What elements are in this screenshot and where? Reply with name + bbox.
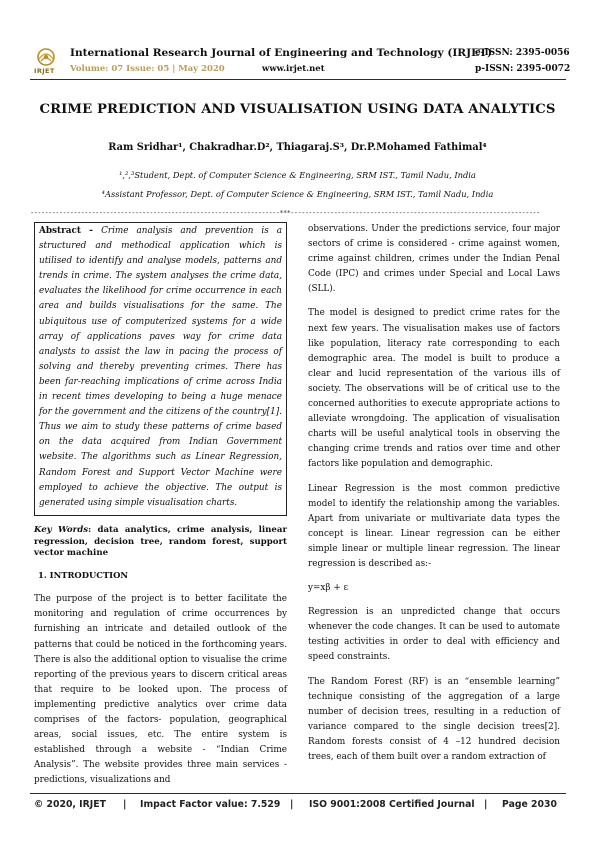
abstract-label: Abstract - bbox=[39, 226, 102, 236]
paragraph-linear-regression: Linear Regression is the most common predictive model to identify the relationship among the variables. Apart from univariate or multivariate data types the concept is linear. Linear regression can be either simple linear or multiple linear regression. The linear regression is described as:- bbox=[308, 483, 560, 569]
affiliation-students: ¹,²,³Student, Dept. of Computer Science & Engineering, SRM IST., Tamil Nadu, India bbox=[119, 170, 476, 180]
separator-line: ---------------------------------------------------------------------***--------------------------------------------------------------------- bbox=[30, 209, 540, 217]
footer-separator: | bbox=[123, 799, 127, 810]
paragraph-regression: Regression is an unpredicted change that occurs whenever the code changes. It can be used to automate testing activities in order to deal with efficiency and speed constraints. bbox=[308, 607, 560, 663]
footer-iso: ISO 9001:2008 Certified Journal bbox=[309, 799, 475, 810]
right-column bbox=[308, 222, 560, 774]
paper-title: CRIME PREDICTION AND VISUALISATION USING DATA ANALYTICS bbox=[39, 102, 556, 117]
introduction-paragraph: The purpose of the project is to better facilitate the monitoring and regulation of crime occurrences by furnishing an intricate and detailed outlook of the patterns that could be noticed in the forthcoming years. There is also the additional option to visualise the crime reporting of the previous years to discern critical areas that require to be looked upon. The process of implementing predictive analytics over crime data comprises of the factors- population, geographical areas, social issues, etc. The entire system is established through a website - “Indian Crime Analysis”. The website provides three main services - predictions, visualizations and bbox=[34, 594, 287, 786]
keywords bbox=[34, 525, 287, 560]
paragraph-model: The model is designed to predict crime rates for the next few years. The visualisation makes use of factors like population, literacy rate corresponding to each demographic area. The model is built to produce a clear and lucid representation of the various ills of society. The observations will be of critical use to the concerned authorities to execute appropriate actions to alleviate wrongdoing. The application of visualisation charts will be useful analytical tools in observing the changing crime trends and ratios over time and other factors like population and demographic. bbox=[308, 308, 560, 470]
equation: y=xβ + ε bbox=[308, 583, 349, 594]
footer-page-number: Page 2030 bbox=[502, 799, 557, 810]
affiliation-professor: ⁴Assistant Professor, Dept. of Computer Science & Engineering, SRM IST., Tamil Nadu, India bbox=[101, 189, 494, 199]
logo-text: IRJET bbox=[34, 67, 55, 75]
footer-separator: | bbox=[484, 799, 488, 810]
header-rule bbox=[30, 79, 566, 80]
footer-impact-factor: Impact Factor value: 7.529 bbox=[140, 799, 281, 810]
section-heading-introduction: 1. INTRODUCTION bbox=[38, 570, 129, 581]
journal-name: International Research Journal of Engineering and Technology (IRJET) bbox=[70, 47, 493, 59]
paragraph-random-forest: The Random Forest (RF) is an “ensemble learning” technique consisting of the aggregation of a large number of decision trees, resulting in a reduction of variance compared to the single decision trees[2]. Random forests consist of 4 –12 hundred decision trees, each of them built over a random extraction of bbox=[308, 676, 560, 762]
left-column bbox=[34, 222, 287, 797]
journal-website: www.irjet.net bbox=[262, 64, 325, 74]
keywords-text: : data analytics, crime analysis, linear regression, decision tree, random forest, support vector machine bbox=[34, 524, 287, 559]
paragraph-observations: observations. Under the predictions service, four major sectors of crime is considered - crime against women, crime against children, crimes under the Indian Penal Code (IPC) and crimes under Special and Local Laws (SLL). bbox=[308, 224, 560, 295]
p-issn: p-ISSN: 2395-0072 bbox=[475, 64, 571, 74]
footer-rule bbox=[30, 793, 566, 794]
author-list: Ram Sridhar¹, Chakradhar.D², Thiagaraj.S³, Dr.P.Mohamed Fathimal⁴ bbox=[108, 142, 487, 153]
abstract-text: Crime analysis and prevention is a structured and methodical application which is utilised to identify and analyse models, patterns and trends in crime. The system analyses the crime data, evaluates the likelihood for crime occurrence in each area and builds visualisations for the same. The ubiquitous use of computerized systems for a wide array of applications paves way for crime data analysts to assist the law in pacing the process of solving and thereby preventing crimes. There has been far-reaching implications of crime across India in recent times developing to being a huge menace for the government and the citizens of the country[1]. Thus we aim to study these patterns of crime based on the data acquired from Indian Government website. The algorithms such as Linear Regression, Random Forest and Support Vector Machine were employed to achieve the objective. The output is generated using simple visualisation charts. bbox=[39, 226, 282, 508]
e-issn: e-ISSN: 2395-0056 bbox=[475, 48, 570, 58]
page-header bbox=[0, 0, 595, 80]
footer-copyright: © 2020, IRJET bbox=[34, 799, 106, 810]
abstract-box bbox=[34, 222, 287, 516]
footer-separator: | bbox=[290, 799, 294, 810]
volume-issue: Volume: 07 Issue: 05 | May 2020 bbox=[70, 64, 225, 74]
keywords-label: Key Words bbox=[34, 524, 89, 535]
